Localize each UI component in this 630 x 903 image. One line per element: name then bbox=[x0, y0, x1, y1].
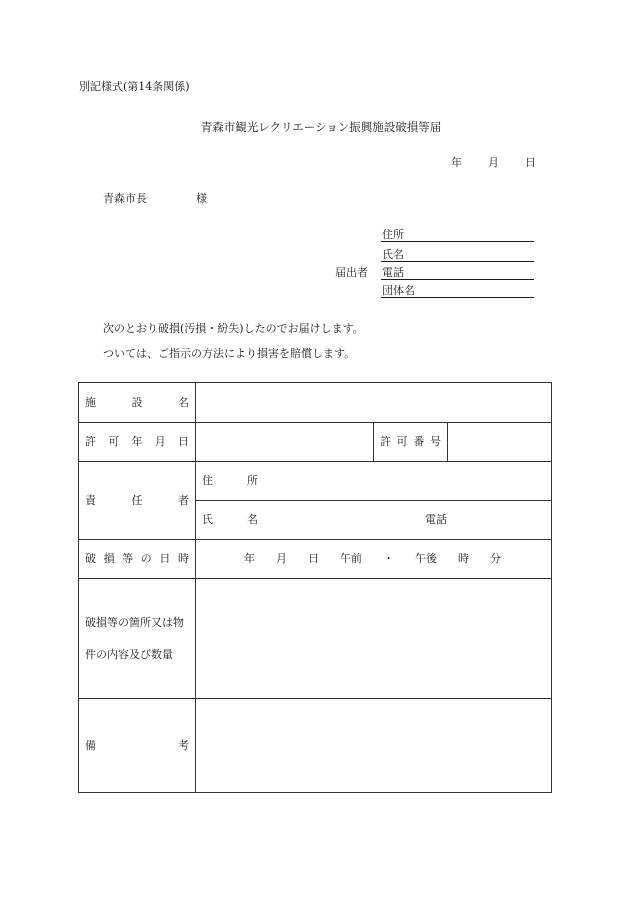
permit-row bbox=[79, 423, 552, 462]
resp-name-label-2: 名 bbox=[247, 513, 258, 526]
group-line[interactable] bbox=[381, 297, 534, 298]
remarks-label: 備 考 bbox=[79, 699, 196, 793]
damage-report-table bbox=[78, 382, 552, 793]
responsible-address-input[interactable] bbox=[196, 462, 552, 501]
form-title: 青森市観光レクリエーション振興施設破損等届 bbox=[200, 120, 442, 134]
name-field-label: 氏名 bbox=[382, 248, 404, 261]
facility-input[interactable] bbox=[196, 383, 552, 423]
date-line bbox=[451, 156, 536, 170]
group-field-label: 団体名 bbox=[382, 284, 415, 297]
date-year: 年 bbox=[451, 156, 462, 169]
form-reference: 別記様式(第14条関係) bbox=[79, 80, 190, 93]
permit-no-input[interactable] bbox=[448, 423, 552, 462]
applicant-label: 届出者 bbox=[335, 266, 368, 279]
responsible-address-row bbox=[79, 462, 552, 501]
location-row bbox=[79, 579, 552, 699]
date-month: 月 bbox=[488, 156, 499, 169]
facility-label: 施 設 名 bbox=[79, 383, 196, 423]
permit-date-label: 許 可 年 月 日 bbox=[79, 423, 196, 462]
responsible-name-input[interactable] bbox=[196, 501, 552, 540]
body-text-2: ついては、ご指示の方法により損害を賠償します。 bbox=[103, 347, 356, 360]
address-field-label: 住所 bbox=[382, 228, 404, 241]
addressee: 青森市長 bbox=[103, 192, 147, 205]
resp-name-label-1: 氏 bbox=[202, 513, 213, 526]
responsible-label: 責 任 者 bbox=[79, 462, 196, 540]
name-line[interactable] bbox=[381, 261, 534, 262]
remarks-row bbox=[79, 699, 552, 793]
permit-date-input[interactable] bbox=[196, 423, 374, 462]
body-text-1: 次のとおり破損(汚損・紛失)したのでお届けします。 bbox=[103, 322, 364, 335]
resp-phone-label: 電話 bbox=[425, 513, 448, 526]
facility-row bbox=[79, 383, 552, 423]
datetime-row bbox=[79, 540, 552, 579]
phone-field-label: 電話 bbox=[382, 266, 404, 279]
honorific: 様 bbox=[196, 192, 207, 205]
address-line[interactable] bbox=[381, 241, 534, 242]
phone-line[interactable] bbox=[381, 279, 534, 280]
permit-no-label: 許 可 番 号 bbox=[374, 423, 448, 462]
resp-address-label-2: 所 bbox=[247, 474, 258, 487]
location-input[interactable] bbox=[196, 579, 552, 699]
remarks-input[interactable] bbox=[196, 699, 552, 793]
datetime-label: 破 損 等 の 日 時 bbox=[79, 540, 196, 579]
datetime-input[interactable]: 年 月 日 午前 ・ 午後 時 分 bbox=[196, 540, 552, 579]
location-label: 破損等の箇所又は物 件の内容及び数量 bbox=[79, 579, 196, 699]
date-day: 日 bbox=[525, 156, 536, 169]
resp-address-label-1: 住 bbox=[202, 474, 213, 487]
